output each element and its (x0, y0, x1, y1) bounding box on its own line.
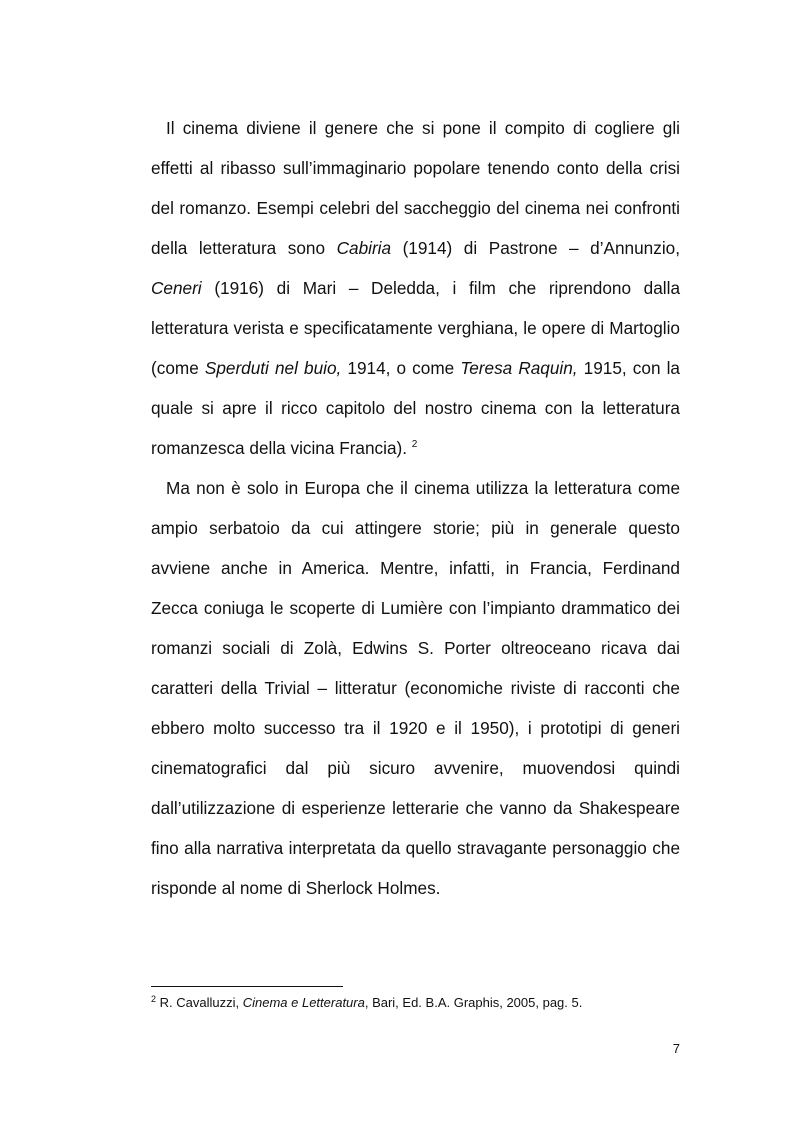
footnote-title: Cinema e Letteratura (242, 995, 365, 1010)
italic-title: Teresa Raquin, (460, 358, 578, 378)
text-run: 1915, con la quale si apre il ricco capitolo del nostro cinema con la letteratura romanzesca della vicina Francia). (151, 358, 680, 458)
paragraph-1 (151, 108, 680, 468)
text-run: (1914) di Pastrone – d’Annunzio, (391, 238, 680, 258)
italic-title: Ceneri (151, 278, 202, 298)
footnote-separator (151, 986, 343, 987)
footnote-details: , Bari, Ed. B.A. Graphis, 2005, pag. 5. (364, 995, 583, 1010)
text-run: 1914, o come (341, 358, 461, 378)
footnote (151, 994, 711, 1012)
italic-title: Sperduti nel buio, (204, 358, 342, 378)
text-run: Ma non è solo in Europa che il cinema utilizza la letteratura come ampio serbatoio da cui attingere storie; più in generale questo avviene anche in America. Mentre, infatti, in Francia, Ferdinand Zecca coniuga le scoperte di Lumière con l’impianto drammatico dei romanzi sociali di Zolà, Edwins S. Porter oltreoceano ricava dai caratteri della Trivial – litteratur (economiche riviste di racconti che ebbero molto successo tra il 1920 e il 1950), i prototipi di generi cinematografici dal più sicuro avvenire, muovendosi quindi dall’utilizzazione di esperienze letterarie che vanno da Shakespeare fino alla narrativa interpretata da quello stravagante personaggio che risponde al nome di Sherlock Holmes. (151, 478, 680, 898)
footnote-author: R. Cavalluzzi, (156, 995, 243, 1010)
body-text (151, 108, 680, 908)
text-run: (1916) di Mari – Deledda, i film che riprendono dalla letteratura verista e specificatamente verghiana, le opere di Martoglio (come (151, 278, 680, 378)
italic-title: Cabiria (336, 238, 392, 258)
footnote-reference: 2 (411, 439, 418, 450)
page-number: 7 (672, 1041, 680, 1056)
footnote-marker: 2 (151, 994, 157, 1004)
paragraph-2 (151, 468, 680, 908)
text-run: Il cinema diviene il genere che si pone il compito di cogliere gli effetti al ribasso sull’immaginario popolare tenendo conto della crisi del romanzo. Esempi celebri del saccheggio del cinema nei confronti della letteratura sono (151, 118, 680, 258)
